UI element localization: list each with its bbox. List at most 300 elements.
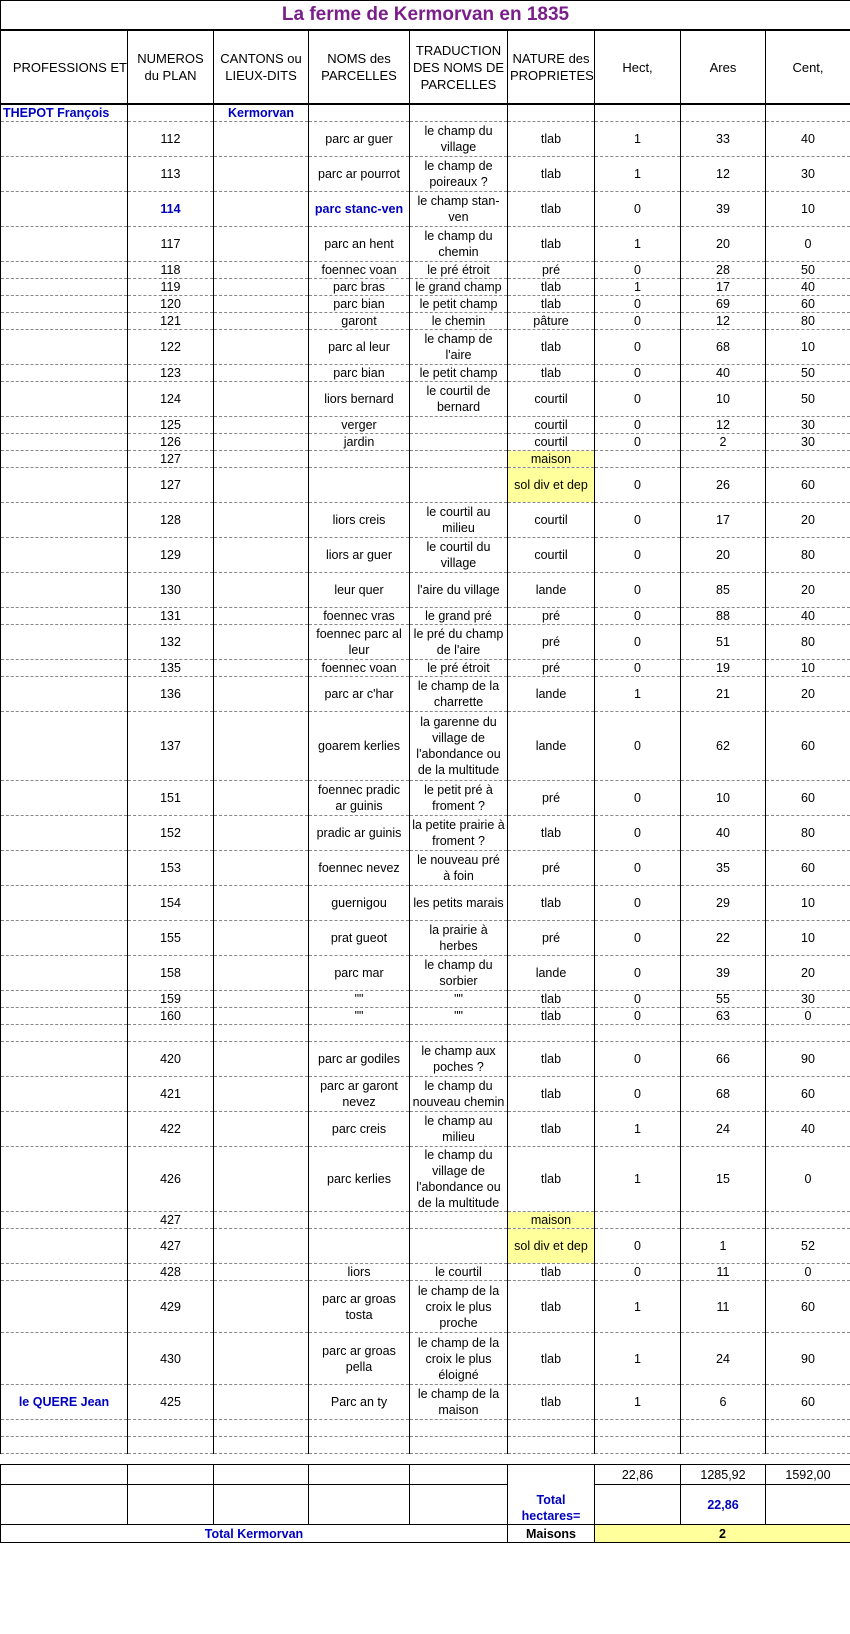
lieu-cell — [214, 1042, 309, 1077]
parcel-name-cell: pradic ar guinis — [309, 816, 410, 851]
title-table — [0, 0, 850, 30]
parcel-name-cell: liors bernard — [309, 382, 410, 417]
parcel-name-cell: foennec voan — [309, 660, 410, 677]
total-kermorvan-label: Total Kermorvan — [1, 1525, 508, 1543]
cent-cell: 30 — [766, 434, 850, 451]
nature-cell — [508, 1420, 595, 1437]
lieu-cell — [214, 262, 309, 279]
parcel-name-cell: verger — [309, 417, 410, 434]
translation-cell: le champ du sorbier — [410, 956, 508, 991]
ares-cell: 12 — [681, 417, 766, 434]
hect-cell: 0 — [595, 382, 681, 417]
translation-cell — [410, 1437, 508, 1454]
translation-cell: la prairie à herbes — [410, 921, 508, 956]
table-row — [1, 365, 850, 382]
cent-cell: 40 — [766, 279, 850, 296]
hect-cell: 0 — [595, 192, 681, 227]
lieu-cell — [214, 1008, 309, 1025]
plan-number-cell: 427 — [128, 1212, 214, 1229]
ares-cell — [681, 1420, 766, 1437]
translation-cell: le grand pré — [410, 608, 508, 625]
total-hectares-text: Total hectares= — [521, 1493, 581, 1523]
hect-cell: 1 — [595, 157, 681, 192]
footer-empty — [128, 1485, 214, 1525]
header-row — [0, 30, 850, 104]
hect-cell: 0 — [595, 660, 681, 677]
nature-cell: lande — [508, 956, 595, 991]
owner-cell — [1, 1420, 128, 1437]
plan-number-cell: 126 — [128, 434, 214, 451]
maisons-label: Maisons — [508, 1525, 595, 1543]
plan-number-cell: 426 — [128, 1147, 214, 1212]
hect-cell: 1 — [595, 227, 681, 262]
hect-cell: 1 — [595, 279, 681, 296]
translation-cell: le petit champ — [410, 296, 508, 313]
parcel-name-cell: parc ar garont nevez — [309, 1077, 410, 1112]
nature-cell: tlab — [508, 157, 595, 192]
lieu-cell — [214, 660, 309, 677]
plan-number-cell: 112 — [128, 122, 214, 157]
lieu-cell — [214, 625, 309, 660]
cent-cell: 60 — [766, 1385, 850, 1420]
parcel-name-cell: foennec voan — [309, 262, 410, 279]
nature-cell: pré — [508, 660, 595, 677]
ares-cell: 24 — [681, 1333, 766, 1385]
hect-cell: 0 — [595, 625, 681, 660]
owner-cell — [1, 382, 128, 417]
lieu-cell — [214, 677, 309, 712]
plan-number-cell: 121 — [128, 313, 214, 330]
ares-cell: 51 — [681, 625, 766, 660]
translation-cell — [410, 434, 508, 451]
ares-cell: 22 — [681, 921, 766, 956]
nature-cell: pré — [508, 262, 595, 279]
table-row — [1, 677, 850, 712]
lieu-cell — [214, 886, 309, 921]
owner-cell — [1, 816, 128, 851]
hect-cell — [595, 1212, 681, 1229]
hect-cell — [595, 1437, 681, 1454]
parcel-name-cell: parc bian — [309, 365, 410, 382]
sum-ares: 1285,92 — [681, 1465, 766, 1485]
lieu-cell — [214, 192, 309, 227]
parcel-name-cell: parc ar groas tosta — [309, 1281, 410, 1333]
table-row — [1, 503, 850, 538]
owner-cell — [1, 1264, 128, 1281]
footer-empty — [410, 1465, 508, 1485]
cent-cell: 20 — [766, 573, 850, 608]
plan-number-cell: 151 — [128, 781, 214, 816]
plan-number-cell: 119 — [128, 279, 214, 296]
header-ares: Ares — [681, 31, 766, 104]
translation-cell: le champ aux poches ? — [410, 1042, 508, 1077]
owner-cell — [1, 677, 128, 712]
table-row — [1, 921, 850, 956]
cent-cell: 60 — [766, 1281, 850, 1333]
table-row — [1, 1420, 850, 1437]
ares-cell: 69 — [681, 296, 766, 313]
cent-cell — [766, 1025, 850, 1042]
plan-number-cell: 113 — [128, 157, 214, 192]
ares-cell: 55 — [681, 991, 766, 1008]
nature-cell: tlab — [508, 1008, 595, 1025]
parcel-name-cell: parc bras — [309, 279, 410, 296]
table-row — [1, 1229, 850, 1264]
owner-cell — [1, 1008, 128, 1025]
plan-number-cell: 120 — [128, 296, 214, 313]
translation-cell: le petit pré à froment ? — [410, 781, 508, 816]
lieu-cell — [214, 313, 309, 330]
nature-cell: tlab — [508, 365, 595, 382]
translation-cell — [410, 1229, 508, 1264]
parcel-name-cell: liors ar guer — [309, 538, 410, 573]
owner-cell — [1, 1212, 128, 1229]
header-cent: Cent, — [766, 31, 850, 104]
maisons-value: 2 — [595, 1525, 850, 1543]
ares-cell: 39 — [681, 956, 766, 991]
translation-cell: le champ de la croix le plus proche — [410, 1281, 508, 1333]
nature-cell: tlab — [508, 1333, 595, 1385]
plan-number-cell: 422 — [128, 1112, 214, 1147]
ares-cell: 19 — [681, 660, 766, 677]
nature-cell: tlab — [508, 886, 595, 921]
parcel-name-cell: "" — [309, 991, 410, 1008]
table-row — [1, 434, 850, 451]
plan-number-cell: 117 — [128, 227, 214, 262]
owner-cell — [1, 712, 128, 781]
nature-cell: tlab — [508, 279, 595, 296]
plan-number-cell: 421 — [128, 1077, 214, 1112]
owner-cell — [1, 330, 128, 365]
cent-cell: 10 — [766, 330, 850, 365]
cent-cell: 60 — [766, 296, 850, 313]
table-row — [1, 712, 850, 781]
owner-cell — [1, 1437, 128, 1454]
page-title: La ferme de Kermorvan en 1835 — [1, 1, 850, 30]
ares-cell: 33 — [681, 122, 766, 157]
owner-cell — [1, 956, 128, 991]
translation-cell: le courtil du village — [410, 538, 508, 573]
ares-cell: 17 — [681, 279, 766, 296]
totals-table — [0, 1464, 850, 1543]
lieu-cell — [214, 365, 309, 382]
lieu-cell — [214, 538, 309, 573]
table-row — [1, 660, 850, 677]
parcel-name-cell: foennec parc al leur — [309, 625, 410, 660]
nature-cell — [508, 105, 595, 122]
cent-cell: 20 — [766, 956, 850, 991]
lieu-cell — [214, 1112, 309, 1147]
ares-cell: 24 — [681, 1112, 766, 1147]
ares-cell: 68 — [681, 330, 766, 365]
translation-cell: le pré étroit — [410, 660, 508, 677]
table-row — [1, 417, 850, 434]
parcel-name-cell: goarem kerlies — [309, 712, 410, 781]
plan-number-cell: 425 — [128, 1385, 214, 1420]
ares-cell: 40 — [681, 365, 766, 382]
owner-cell — [1, 991, 128, 1008]
nature-cell: pré — [508, 921, 595, 956]
table-row — [1, 1385, 850, 1420]
ares-cell — [681, 1437, 766, 1454]
lieu-cell — [214, 1281, 309, 1333]
parcel-name-cell — [309, 451, 410, 468]
nature-cell: courtil — [508, 538, 595, 573]
plan-number-cell: 124 — [128, 382, 214, 417]
plan-number-cell: 127 — [128, 451, 214, 468]
lieu-cell — [214, 157, 309, 192]
ares-cell: 68 — [681, 1077, 766, 1112]
parcel-name-cell: foennec vras — [309, 608, 410, 625]
hect-cell — [595, 1025, 681, 1042]
nature-cell: sol div et dep — [508, 468, 595, 503]
ares-cell — [681, 105, 766, 122]
cent-cell: 50 — [766, 382, 850, 417]
nature-cell: tlab — [508, 1264, 595, 1281]
nature-cell: maison — [508, 1212, 595, 1229]
parcel-name-cell: leur quer — [309, 573, 410, 608]
ares-cell: 20 — [681, 227, 766, 262]
ares-cell: 10 — [681, 382, 766, 417]
translation-cell: le courtil — [410, 1264, 508, 1281]
cent-cell: 20 — [766, 677, 850, 712]
translation-cell: le champ de l'aire — [410, 330, 508, 365]
hect-cell: 1 — [595, 677, 681, 712]
lieu-cell — [214, 417, 309, 434]
plan-number-cell: 159 — [128, 991, 214, 1008]
lieu-cell — [214, 279, 309, 296]
cent-cell: 60 — [766, 851, 850, 886]
nature-cell: tlab — [508, 330, 595, 365]
table-row — [1, 538, 850, 573]
parcel-name-cell: parc al leur — [309, 330, 410, 365]
lieu-cell — [214, 781, 309, 816]
parcel-name-cell: liors — [309, 1264, 410, 1281]
translation-cell: la garenne du village de l'abondance ou de la multitude — [410, 712, 508, 781]
plan-number-cell: 420 — [128, 1042, 214, 1077]
hect-cell: 0 — [595, 434, 681, 451]
ares-cell: 6 — [681, 1385, 766, 1420]
cent-cell: 40 — [766, 1112, 850, 1147]
cent-cell — [766, 105, 850, 122]
hect-cell: 0 — [595, 991, 681, 1008]
parcel-table — [0, 104, 850, 1454]
parcel-name-cell: parc bian — [309, 296, 410, 313]
parcel-name-cell — [309, 105, 410, 122]
table-row — [1, 573, 850, 608]
lieu-cell — [214, 122, 309, 157]
hect-cell: 0 — [595, 608, 681, 625]
plan-number-cell: 430 — [128, 1333, 214, 1385]
ares-cell: 20 — [681, 538, 766, 573]
nature-cell: maison — [508, 451, 595, 468]
total-hectares-label — [508, 1465, 595, 1525]
plan-number-cell: 136 — [128, 677, 214, 712]
cent-cell — [766, 1420, 850, 1437]
translation-cell — [410, 417, 508, 434]
table-row — [1, 608, 850, 625]
owner-cell — [1, 1112, 128, 1147]
hect-cell: 0 — [595, 573, 681, 608]
lieu-cell — [214, 608, 309, 625]
table-row — [1, 468, 850, 503]
lieu-cell — [214, 851, 309, 886]
ares-cell: 62 — [681, 712, 766, 781]
plan-number-cell: 123 — [128, 365, 214, 382]
table-row — [1, 886, 850, 921]
table-row — [1, 451, 850, 468]
hect-cell: 0 — [595, 886, 681, 921]
parcel-name-cell: parc ar guer — [309, 122, 410, 157]
owner-cell — [1, 503, 128, 538]
plan-number-cell: 160 — [128, 1008, 214, 1025]
owner-cell — [1, 1281, 128, 1333]
ares-cell — [681, 451, 766, 468]
ares-cell: 85 — [681, 573, 766, 608]
table-row — [1, 1112, 850, 1147]
translation-cell: le courtil de bernard — [410, 382, 508, 417]
lieu-cell — [214, 956, 309, 991]
owner-cell — [1, 886, 128, 921]
translation-cell: le pré du champ de l'aire — [410, 625, 508, 660]
owner-cell — [1, 1077, 128, 1112]
parcel-name-cell: parc an hent — [309, 227, 410, 262]
lieu-cell — [214, 330, 309, 365]
sum-hect: 22,86 — [595, 1465, 681, 1485]
nature-cell: courtil — [508, 434, 595, 451]
cent-cell — [766, 1212, 850, 1229]
ares-cell: 1 — [681, 1229, 766, 1264]
hect-cell — [595, 105, 681, 122]
table-row — [1, 382, 850, 417]
hect-cell: 1 — [595, 1147, 681, 1212]
nature-cell: pré — [508, 625, 595, 660]
plan-number-cell — [128, 1420, 214, 1437]
parcel-name-cell: parc ar godiles — [309, 1042, 410, 1077]
cent-cell: 80 — [766, 625, 850, 660]
table-row — [1, 227, 850, 262]
nature-cell: tlab — [508, 296, 595, 313]
ares-cell: 12 — [681, 313, 766, 330]
header-professions: PROFESSIONS ET — [1, 31, 128, 104]
table-row — [1, 1077, 850, 1112]
hect-cell: 1 — [595, 122, 681, 157]
owner-cell — [1, 451, 128, 468]
hect-cell — [595, 1420, 681, 1437]
parcel-name-cell: parc stanc-ven — [309, 192, 410, 227]
table-row — [1, 851, 850, 886]
plan-number-cell: 122 — [128, 330, 214, 365]
cent-cell: 20 — [766, 503, 850, 538]
translation-cell — [410, 451, 508, 468]
plan-number-cell: 129 — [128, 538, 214, 573]
cent-cell: 0 — [766, 1264, 850, 1281]
ares-cell: 10 — [681, 781, 766, 816]
hect-cell — [595, 451, 681, 468]
nature-cell: sol div et dep — [508, 1229, 595, 1264]
header-nature: NATURE des PROPRIETES — [508, 31, 595, 104]
cent-cell: 50 — [766, 365, 850, 382]
cent-cell: 10 — [766, 921, 850, 956]
lieu-cell — [214, 1077, 309, 1112]
cent-cell: 30 — [766, 417, 850, 434]
header-traduction: TRADUCTION DES NOMS DE PARCELLES — [410, 31, 508, 104]
plan-number-cell — [128, 1437, 214, 1454]
owner-cell — [1, 1333, 128, 1385]
footer-empty — [309, 1465, 410, 1485]
lieu-cell — [214, 296, 309, 313]
lieu-cell — [214, 1264, 309, 1281]
nature-cell: tlab — [508, 991, 595, 1008]
lieu-cell — [214, 1147, 309, 1212]
parcel-name-cell — [309, 1025, 410, 1042]
footer-empty — [309, 1485, 410, 1525]
owner-cell — [1, 851, 128, 886]
lieu-cell — [214, 573, 309, 608]
parcel-name-cell: parc creis — [309, 1112, 410, 1147]
owner-cell — [1, 573, 128, 608]
hect-cell: 0 — [595, 296, 681, 313]
lieu-cell — [214, 227, 309, 262]
plan-number-cell: 152 — [128, 816, 214, 851]
lieu-cell — [214, 712, 309, 781]
ares-cell: 39 — [681, 192, 766, 227]
parcel-name-cell — [309, 1229, 410, 1264]
translation-cell: le pré étroit — [410, 262, 508, 279]
lieu-cell — [214, 1229, 309, 1264]
plan-number-cell: 118 — [128, 262, 214, 279]
parcel-name-cell — [309, 1212, 410, 1229]
lieu-cell — [214, 1437, 309, 1454]
plan-number-cell: 130 — [128, 573, 214, 608]
hect-cell: 0 — [595, 1264, 681, 1281]
nature-cell: lande — [508, 712, 595, 781]
hect-cell: 0 — [595, 1077, 681, 1112]
translation-cell — [410, 1025, 508, 1042]
parcel-name-cell: prat gueot — [309, 921, 410, 956]
hect-cell: 0 — [595, 262, 681, 279]
parcel-name-cell: garont — [309, 313, 410, 330]
cent-cell: 0 — [766, 1008, 850, 1025]
translation-cell: le courtil au milieu — [410, 503, 508, 538]
translation-cell: le grand champ — [410, 279, 508, 296]
nature-cell: pré — [508, 608, 595, 625]
owner-cell — [1, 538, 128, 573]
translation-cell: le champ du village de l'abondance ou de la multitude — [410, 1147, 508, 1212]
hect-cell: 0 — [595, 503, 681, 538]
hect-cell: 1 — [595, 1281, 681, 1333]
ares-cell: 12 — [681, 157, 766, 192]
owner-cell — [1, 122, 128, 157]
plan-number-cell: 429 — [128, 1281, 214, 1333]
nature-cell: tlab — [508, 1112, 595, 1147]
owner-cell — [1, 262, 128, 279]
lieu-cell — [214, 991, 309, 1008]
parcel-name-cell: foennec nevez — [309, 851, 410, 886]
nature-cell: tlab — [508, 192, 595, 227]
footer-empty — [128, 1465, 214, 1485]
hect-cell: 0 — [595, 538, 681, 573]
table-row — [1, 313, 850, 330]
owner-cell — [1, 660, 128, 677]
lieu-cell: Kermorvan — [214, 105, 309, 122]
cent-cell: 60 — [766, 1077, 850, 1112]
lieu-cell — [214, 451, 309, 468]
table-row — [1, 991, 850, 1008]
nature-cell: tlab — [508, 1281, 595, 1333]
nature-cell — [508, 1437, 595, 1454]
hect-cell: 1 — [595, 1333, 681, 1385]
